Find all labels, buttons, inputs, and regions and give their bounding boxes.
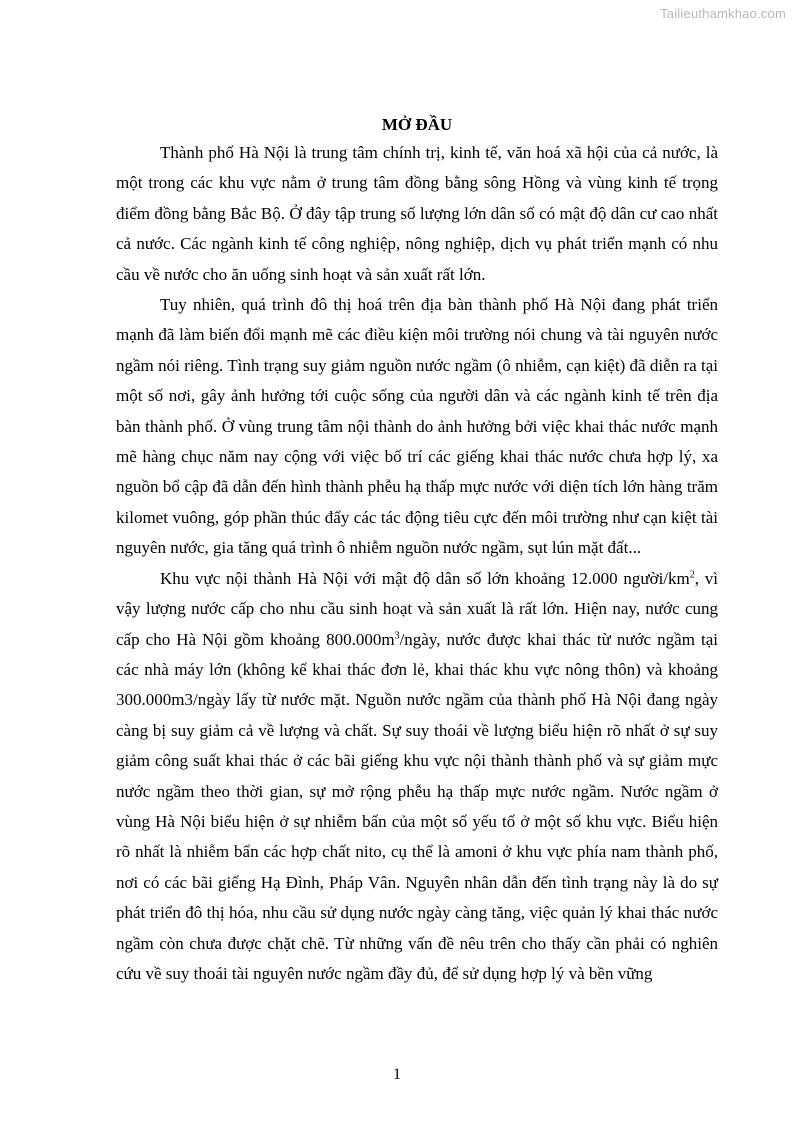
paragraph-1: Thành phố Hà Nội là trung tâm chính trị, kinh tế, văn hoá xã hội của cả nước, là một trong các khu vực nằm ở trung tâm đồng bằng sông Hồng và vùng kinh tế trọng điểm đồng bằng Bắc Bộ. Ở đây tập trung số lượng lớn dân số có mật độ dân cư cao nhất cả nước. Các ngành kinh tế công nghiệp, nông nghiệp, dịch vụ phát triển mạnh có nhu cầu về nước cho ăn uống sinh hoạt và sản xuất rất lớn. [116, 143, 718, 284]
page-number: 1 [393, 1066, 401, 1083]
watermark-text: Tailieuthamkhao.com [660, 6, 786, 21]
paragraph-3-text-a: Khu vực nội thành Hà Nội với mật độ dân số lớn khoảng 12.000 người/km [160, 568, 690, 588]
paragraph-3-text-c: /ngày, nước được khai thác từ nước ngầm tại các nhà máy lớn (không kể khai thác đơn lẻ, khai thác khu vực nông thôn) và khoảng 300.000m3/ngày lấy từ nước mặt. Nguồn nước ngầm của thành phố Hà Nội đang ngày càng bị suy giảm cả về lượng và chất. Sự suy thoái về lượng biểu hiện rõ nhất ở sự suy giảm công suất khai thác ở các bãi giếng khu vực nội thành thành phố và sự giảm mực nước ngầm theo thời gian, sự mở rộng phễu hạ thấp mực nước ngầm. Nước ngầm ở vùng Hà Nội biểu hiện ở sự nhiễm bẩn của một số yếu tố ở một số khu vực. Biểu hiện rõ nhất là nhiễm bẩn các hợp chất nito, cụ thể là amoni ở khu vực phía nam thành phố, nơi có các bãi giếng Hạ Đình, Pháp Vân. Nguyên nhân dẫn đến tình trạng này là do sự phát triển đô thị hóa, nhu cầu sử dụng nước ngày càng tăng, việc quản lý khai thác nước ngầm còn chưa được chặt chẽ. Từ những vấn đề nêu trên cho thấy cần phải có nghiên cứu về suy thoái tài nguyên nước ngầm đầy đủ, để sử dụng hợp lý và bền vững [116, 629, 718, 983]
paragraph-2: Tuy nhiên, quá trình đô thị hoá trên địa bàn thành phố Hà Nội đang phát triển mạnh đã làm biến đổi mạnh mẽ các điều kiện môi trường nói chung và tài nguyên nước ngầm nói riêng. Tình trạng suy giảm nguồn nước ngầm (ô nhiễm, cạn kiệt) đã diễn ra tại một số nơi, gây ảnh hưởng tới cuộc sống của người dân và các ngành kinh tế trên địa bàn thành phố. Ở vùng trung tâm nội thành do ảnh hưởng bởi việc khai thác nước mạnh mẽ hàng chục năm nay cộng với việc bố trí các giếng khai thác nước chưa hợp lý, xa nguồn bổ cập đã dẫn đến hình thành phễu hạ thấp mực nước với diện tích lớn hàng trăm kilomet vuông, góp phần thúc đẩy các tác động tiêu cực đến môi trường như cạn kiệt tài nguyên nước, gia tăng quá trình ô nhiễm nguồn nước ngầm, sụt lún mặt đất... [116, 295, 718, 558]
section-title: MỞ ĐẦU [381, 115, 453, 134]
document-body [116, 112, 718, 989]
paragraph-3-text-b: , vì vậy lượng nước cấp cho nhu cầu sinh hoạt và sản xuất là rất lớn. Hiện nay, nước cung cấp cho Hà Nội gồm khoảng 800.000m [116, 568, 718, 649]
superscript-cubed: 3 [394, 629, 400, 641]
paragraph-3 [116, 564, 718, 990]
superscript-squared: 2 [689, 569, 695, 581]
